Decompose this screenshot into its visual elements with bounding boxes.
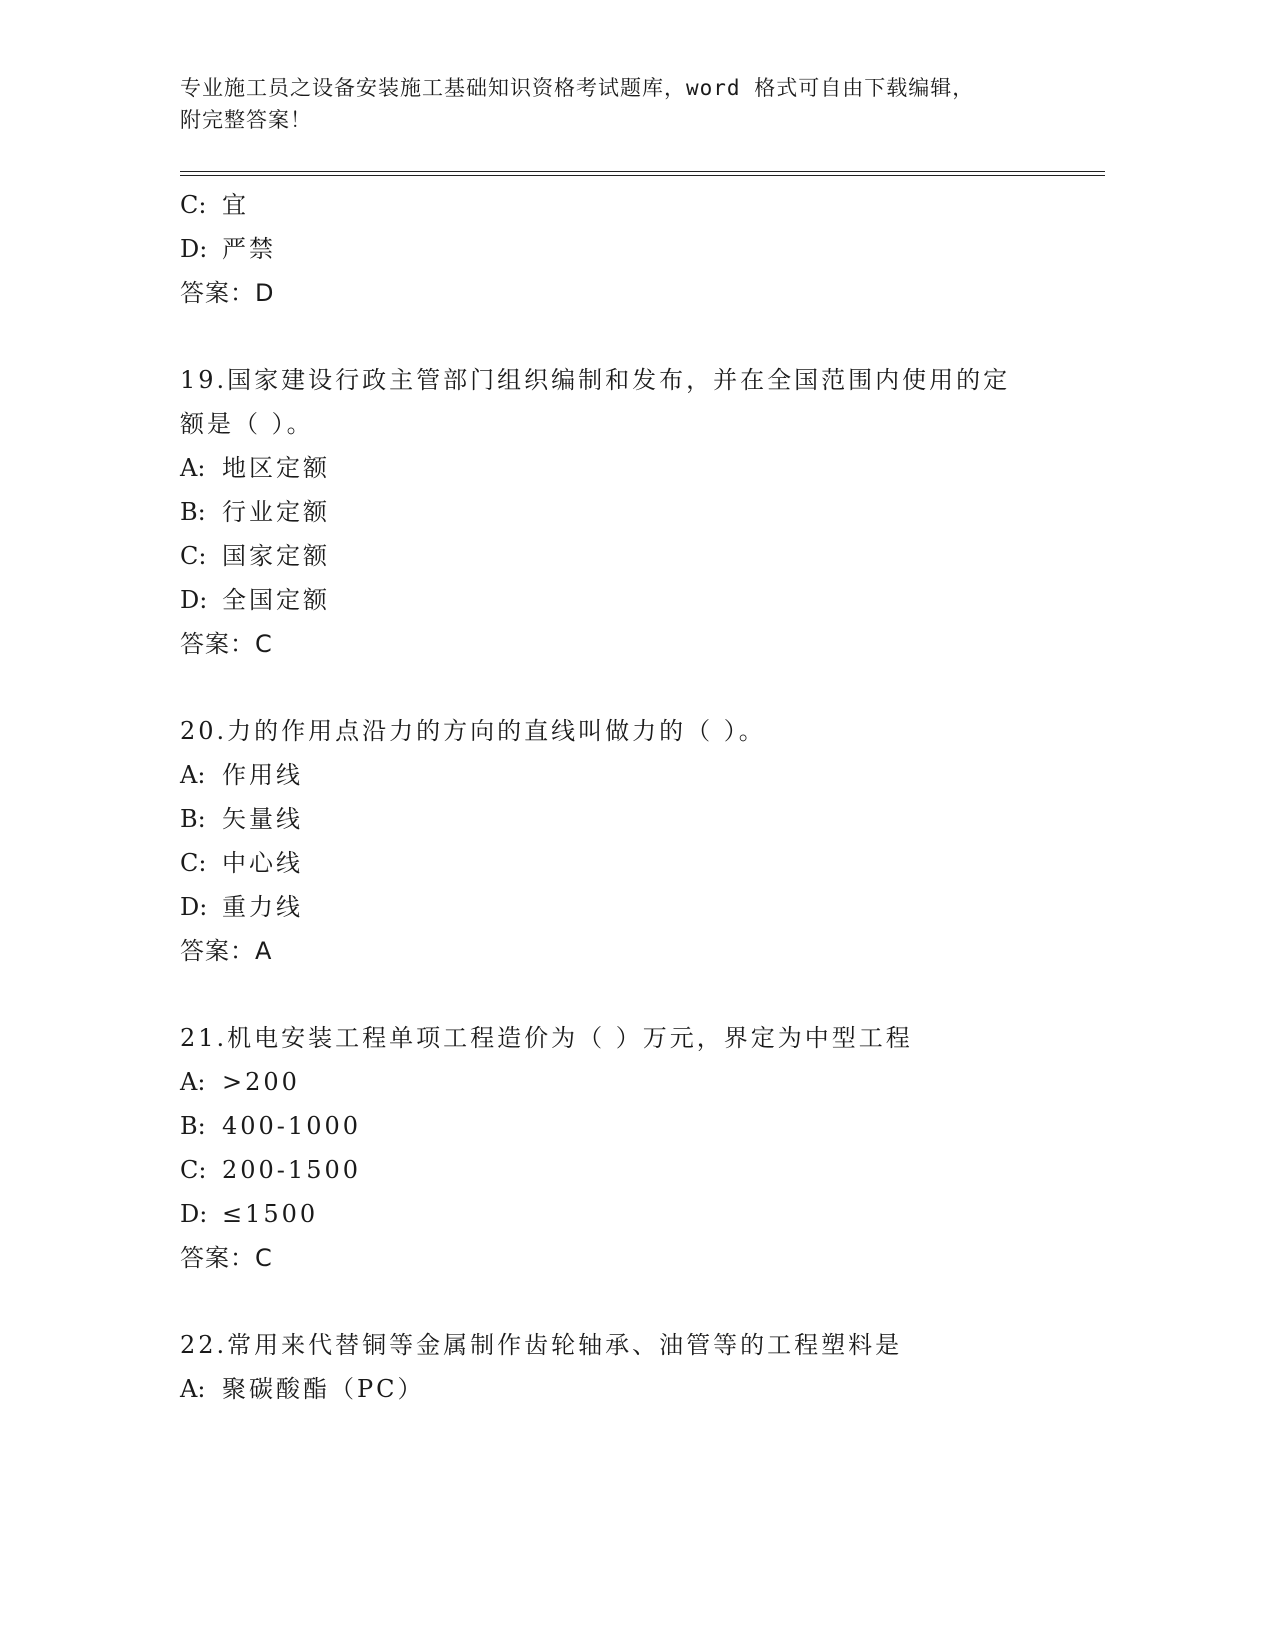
option-b [180, 490, 1080, 534]
option-letter: D: [180, 235, 208, 263]
option-text: ≤1500 [222, 1200, 319, 1228]
header-line-1: 专业施工员之设备安装施工基础知识资格考试题库，word 格式可自由下载编辑， [180, 76, 975, 100]
question-text: 19.国家建设行政主管部门组织编制和发布，并在全国范围内使用的定 [180, 366, 1011, 394]
option-text: 400-1000 [222, 1112, 361, 1140]
question-block-20 [180, 709, 1080, 973]
option-c [180, 1148, 1080, 1192]
option-text: >200 [222, 1068, 300, 1096]
option-d [180, 1192, 1080, 1236]
answer-line: 答案：A [180, 937, 273, 965]
option-text: 中心线 [222, 849, 303, 877]
option-b [180, 797, 1080, 841]
question-block-22 [180, 1323, 1080, 1411]
header-divider-bottom [180, 175, 1105, 176]
spacer [180, 1280, 1080, 1323]
option-letter: D: [180, 586, 208, 614]
spacer [180, 666, 1080, 709]
option-text: 宜 [222, 191, 249, 219]
option-letter: B: [180, 1112, 206, 1140]
option-letter: C: [180, 849, 207, 877]
option-text: 矢量线 [222, 805, 303, 833]
question-text: 22.常用来代替铜等金属制作齿轮轴承、油管等的工程塑料是 [180, 1331, 903, 1359]
document-header [180, 72, 1040, 136]
option-letter: C: [180, 191, 207, 219]
option-c [180, 183, 1080, 227]
answer-line: 答案：D [180, 279, 275, 307]
option-b [180, 1104, 1080, 1148]
option-text: 作用线 [222, 761, 303, 789]
question-text-cont: 额是（ ）。 [180, 410, 314, 438]
header-line-2: 附完整答案！ [180, 108, 312, 132]
option-text: 重力线 [222, 893, 303, 921]
option-a [180, 1060, 1080, 1104]
question-text: 21.机电安装工程单项工程造价为（ ）万元，界定为中型工程 [180, 1024, 913, 1052]
option-text: 行业定额 [222, 498, 330, 526]
option-a [180, 1367, 1080, 1411]
spacer [180, 315, 1080, 358]
answer-line: 答案：C [180, 630, 273, 658]
option-text: 全国定额 [222, 586, 330, 614]
option-d [180, 227, 1080, 271]
option-letter: A: [180, 1375, 206, 1403]
option-text: 国家定额 [222, 542, 330, 570]
question-block-prev [180, 183, 1080, 315]
option-letter: A: [180, 761, 206, 789]
option-c [180, 841, 1080, 885]
option-letter: D: [180, 1200, 208, 1228]
question-list [180, 183, 1080, 1411]
option-a [180, 446, 1080, 490]
question-text: 20.力的作用点沿力的方向的直线叫做力的（ ）。 [180, 717, 766, 745]
spacer [180, 973, 1080, 1016]
header-divider-top [180, 171, 1105, 172]
option-c [180, 534, 1080, 578]
option-letter: A: [180, 1068, 206, 1096]
option-a [180, 753, 1080, 797]
option-d [180, 578, 1080, 622]
option-letter: B: [180, 498, 206, 526]
option-letter: A: [180, 454, 206, 482]
option-text: 地区定额 [222, 454, 330, 482]
question-block-19 [180, 358, 1080, 666]
option-letter: C: [180, 1156, 207, 1184]
option-letter: C: [180, 542, 207, 570]
question-block-21 [180, 1016, 1080, 1280]
option-text: 严禁 [222, 235, 276, 263]
answer-line: 答案：C [180, 1244, 273, 1272]
option-text: 200-1500 [222, 1156, 361, 1184]
option-d [180, 885, 1080, 929]
option-text: 聚碳酸酯（PC） [222, 1375, 425, 1403]
option-letter: B: [180, 805, 206, 833]
option-letter: D: [180, 893, 208, 921]
